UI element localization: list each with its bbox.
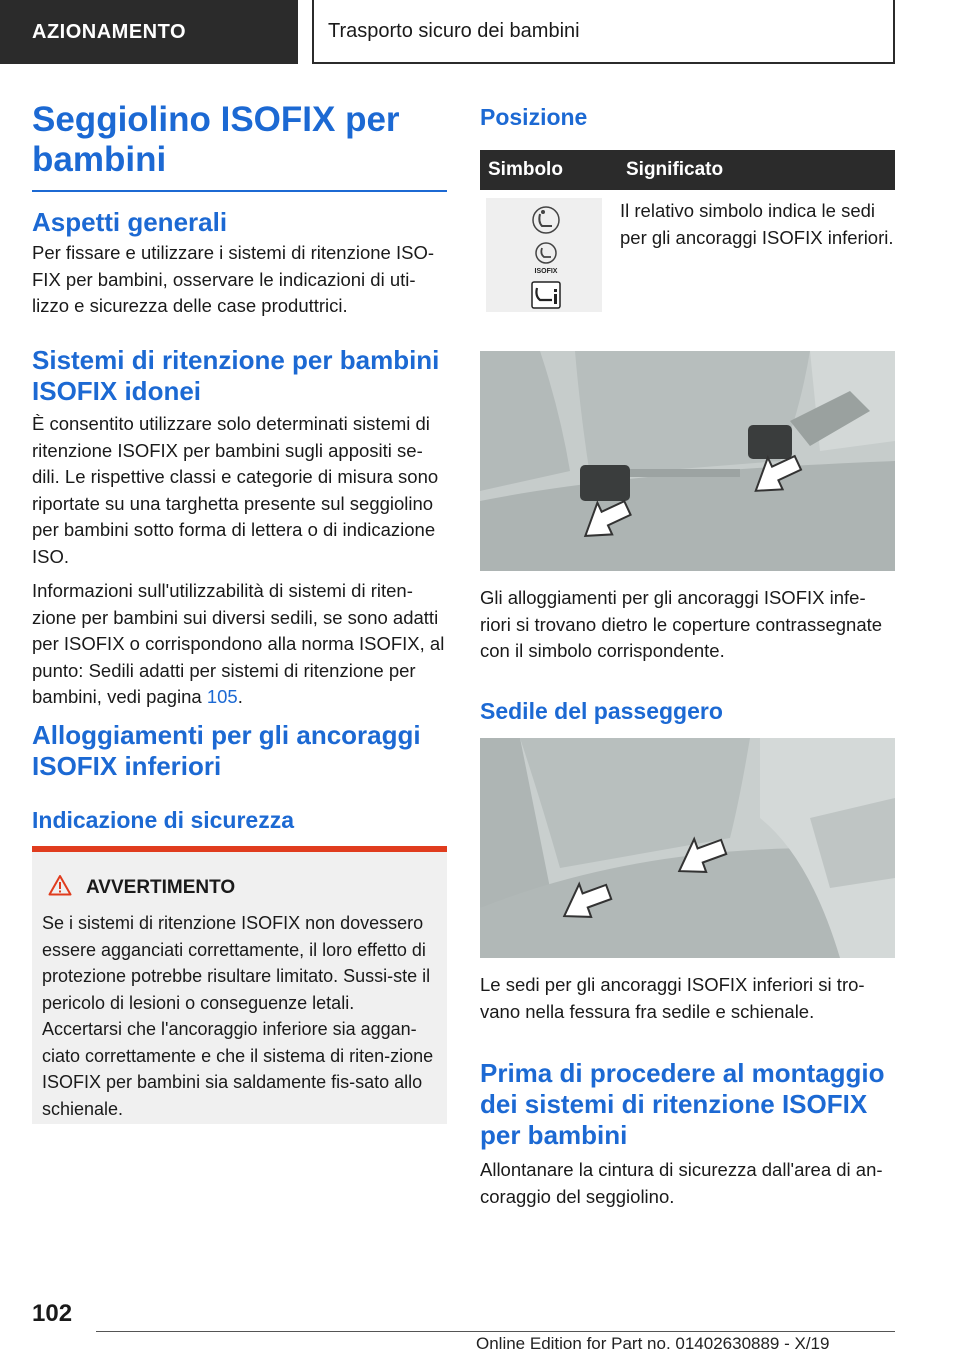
- heading-systems: Sistemi di ritenzione per bambini ISOFIX idonei: [32, 345, 440, 406]
- warning-title: AVVERTIMENTO: [86, 877, 236, 898]
- meaning-cell: [618, 190, 895, 366]
- page-number: 102: [32, 1300, 73, 1327]
- symbol-meaning: Il relativo simbolo indica le sedi per gli ancoraggi ISOFIX inferiori.: [620, 200, 894, 248]
- passenger-seat-photo: [480, 738, 895, 958]
- paragraph-general: Per fissare e utilizzare i sistemi di ritenzione ISO-FIX per bambini, osservare le indicazioni di uti-lizzo e sicurezza delle case produttrici.: [32, 242, 434, 316]
- section-anchors: [32, 720, 447, 782]
- chapter-tab: [312, 0, 895, 64]
- page-title: Seggiolino ISOFIX per bambini: [32, 100, 447, 192]
- paragraph-systems-2: [32, 578, 447, 711]
- svg-text:ISOFIX: ISOFIX: [534, 268, 558, 275]
- section-passenger: [480, 697, 723, 725]
- heading-before: Prima di procedere al montaggio dei sistemi di ritenzione ISOFIX per bambini: [480, 1058, 885, 1150]
- paragraph-systems-2-text: Informazioni sull'utilizzabilità di sistemi di riten-zione per bambini sui diversi sedili, se sono adatti per ISOFIX o corrispondono alla norma ISOFIX, al punto: Sedili adatti per sistemi di ritenzione per bambini, vedi pagina: [32, 580, 445, 707]
- table-row: [480, 190, 895, 366]
- isofix-symbols: [486, 198, 602, 312]
- section-label: AZIONAMENTO: [32, 20, 187, 43]
- heading-general: Aspetti generali: [32, 207, 228, 237]
- warning-text: Se i sistemi di ritenzione ISOFIX non dovessero essere agganciati correttamente, il loro effetto di protezione potrebbe risultare limitato. Sussi-ste il pericolo di lesioni o conseguenze letali. Accertarsi che l'ancoraggio inferiore sia aggan-ciato correttamente e che il sistema di riten-zione ISOFIX per bambini sia saldamente fis-sato allo schienale.: [42, 913, 434, 1119]
- caption-passenger: Le sedi per gli ancoraggi ISOFIX inferiori si tro-vano nella fessura fra sedile e schienale.: [480, 974, 865, 1022]
- warning-header: [48, 874, 437, 902]
- symbol-table: [480, 150, 895, 367]
- section-tab: [0, 0, 298, 64]
- caption-rear: Gli alloggiamenti per gli ancoraggi ISOFIX infe-riori si trovano dietro le coperture contrassegnate con il simbolo corrispondente.: [480, 587, 883, 661]
- heading-passenger: Sedile del passeggero: [480, 698, 723, 724]
- paragraph-systems-2-end: .: [237, 686, 243, 707]
- edition-label: Online Edition for Part no. 01402630889 - X/19: [476, 1334, 830, 1353]
- heading-anchors: Alloggiamenti per gli ancoraggi ISOFIX inferiori: [32, 720, 421, 781]
- column-header-symbol: Simbolo: [480, 150, 618, 190]
- section-general: [32, 207, 447, 320]
- heading-position: Posizione: [480, 104, 588, 130]
- page-reference-link[interactable]: 105: [206, 686, 238, 707]
- isofix-seat-icon: [486, 198, 602, 312]
- section-safety: [32, 806, 447, 834]
- paragraph-systems-1: È consentito utilizzare solo determinati sistemi di ritenzione ISOFIX per bambini sugli appositi se-dili. Le rispettive classi e categorie di misura sono riportate su una targhetta presente sul seggiolino per bambini sotto forma di lettera o di indicazione ISO.: [32, 413, 439, 567]
- table-header-row: [480, 150, 895, 190]
- symbol-cell: [480, 190, 618, 366]
- warning-triangle-icon: [48, 874, 72, 902]
- rear-seat-photo: [480, 351, 895, 571]
- warning-box: [32, 846, 447, 1124]
- heading-safety: Indicazione di sicurezza: [32, 807, 295, 833]
- section-before: [480, 1058, 895, 1210]
- section-position: [480, 103, 587, 131]
- section-systems: [32, 345, 447, 711]
- column-header-meaning: Significato: [618, 150, 895, 190]
- paragraph-before: Allontanare la cintura di sicurezza dall'area di an-coraggio del seggiolino.: [480, 1159, 883, 1207]
- footer-divider: [96, 1331, 895, 1332]
- chapter-label: Trasporto sicuro dei bambini: [328, 19, 580, 42]
